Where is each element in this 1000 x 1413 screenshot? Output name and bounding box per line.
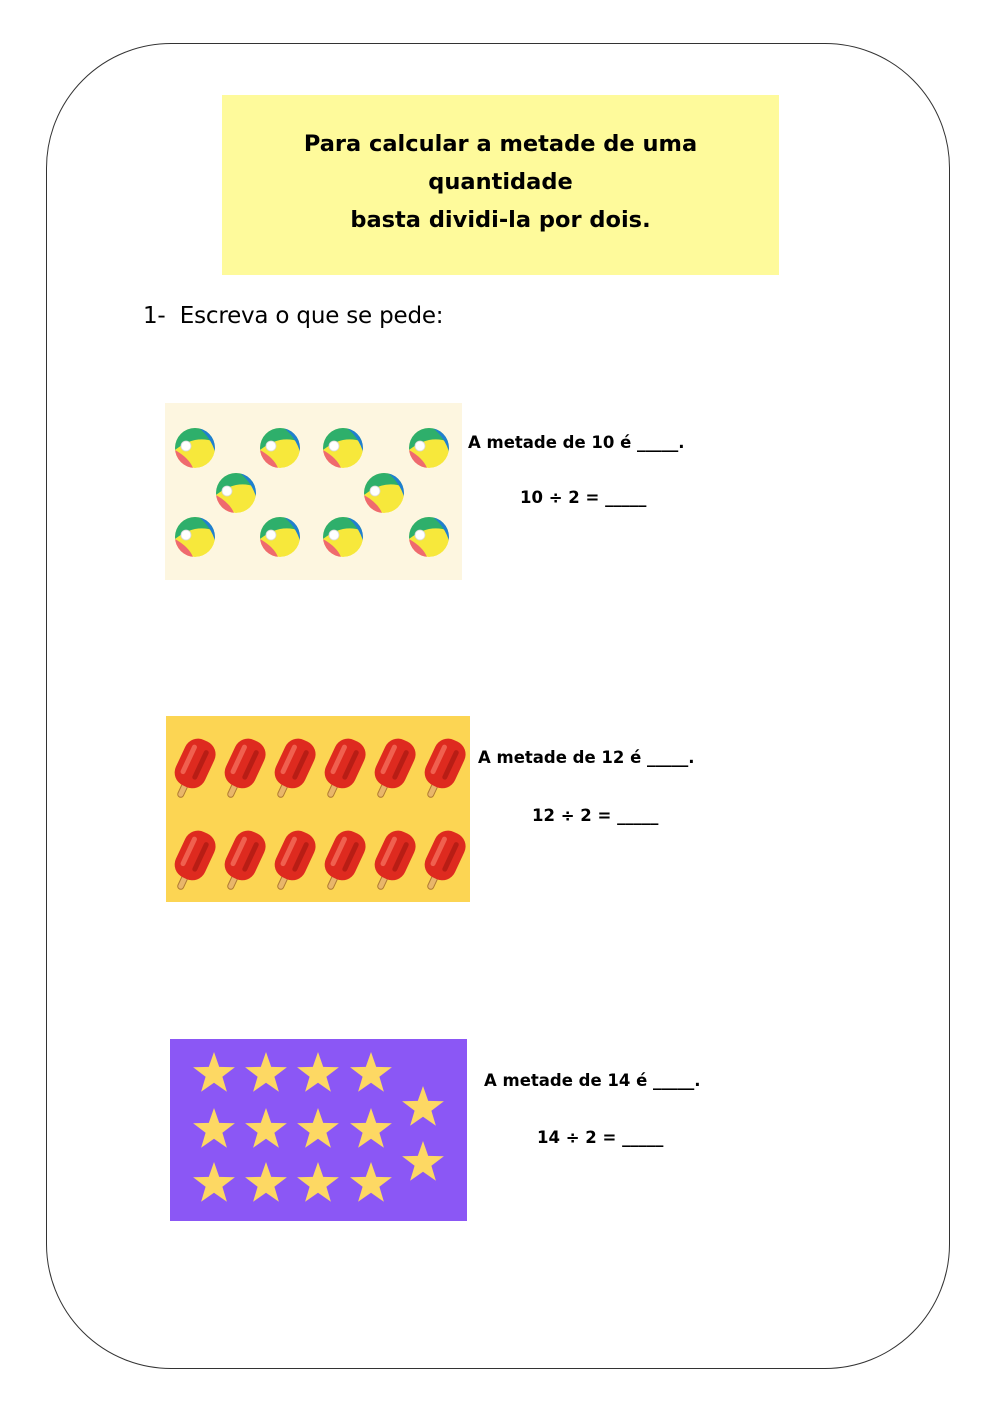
popsicle-icon (415, 826, 470, 896)
beach-ball-icon (323, 517, 363, 557)
item-2-equation: 12 ÷ 2 = _____ (532, 806, 659, 825)
item-1-sentence: A metade de 10 é _____. (468, 433, 685, 452)
beach-ball-icon (364, 473, 404, 513)
popsicles-picture (166, 716, 470, 902)
popsicle-icon (315, 734, 370, 804)
star-icon (402, 1141, 444, 1181)
stars-svg (170, 1039, 467, 1221)
popsicle-icon (215, 734, 270, 804)
item-1-equation: 10 ÷ 2 = _____ (520, 488, 647, 507)
rule-box (222, 95, 779, 275)
popsicle-icon (166, 826, 220, 896)
popsicles-svg (166, 716, 470, 902)
beach-ball-icon (409, 428, 449, 468)
star-icon (350, 1108, 392, 1148)
popsicle-icon (415, 734, 470, 804)
item-3-equation: 14 ÷ 2 = _____ (537, 1128, 664, 1147)
beach-ball-icon (260, 428, 300, 468)
beach-ball-icon (175, 517, 215, 557)
popsicle-icon (265, 826, 320, 896)
popsicle-icon (315, 826, 370, 896)
beach-ball-icon (216, 473, 256, 513)
beach-ball-icon (260, 517, 300, 557)
beach-ball-icon (409, 517, 449, 557)
rule-line-1: Para calcular a metade de uma quantidade (303, 131, 698, 195)
question-heading: 1- Escreva o que se pede: (143, 303, 444, 329)
beach-balls-picture (165, 403, 462, 580)
popsicle-icon (365, 826, 420, 896)
star-icon (193, 1162, 235, 1202)
star-icon (245, 1108, 287, 1148)
star-icon (297, 1108, 339, 1148)
star-icon (402, 1086, 444, 1126)
item-2-sentence: A metade de 12 é _____. (478, 748, 695, 767)
star-icon (350, 1162, 392, 1202)
star-icon (245, 1052, 287, 1092)
popsicle-icon (265, 734, 320, 804)
star-icon (350, 1052, 392, 1092)
popsicle-icon (166, 734, 220, 804)
beach-balls-svg (165, 403, 462, 580)
popsicle-icon (365, 734, 420, 804)
stars-picture (170, 1039, 467, 1221)
beach-ball-icon (175, 428, 215, 468)
rule-text (228, 125, 773, 239)
star-icon (297, 1162, 339, 1202)
star-icon (193, 1052, 235, 1092)
star-icon (297, 1052, 339, 1092)
popsicle-icon (215, 826, 270, 896)
star-icon (245, 1162, 287, 1202)
star-icon (193, 1108, 235, 1148)
item-3-sentence: A metade de 14 é _____. (484, 1071, 701, 1090)
beach-ball-icon (323, 428, 363, 468)
rule-line-2: basta dividi-la por dois. (350, 207, 651, 233)
